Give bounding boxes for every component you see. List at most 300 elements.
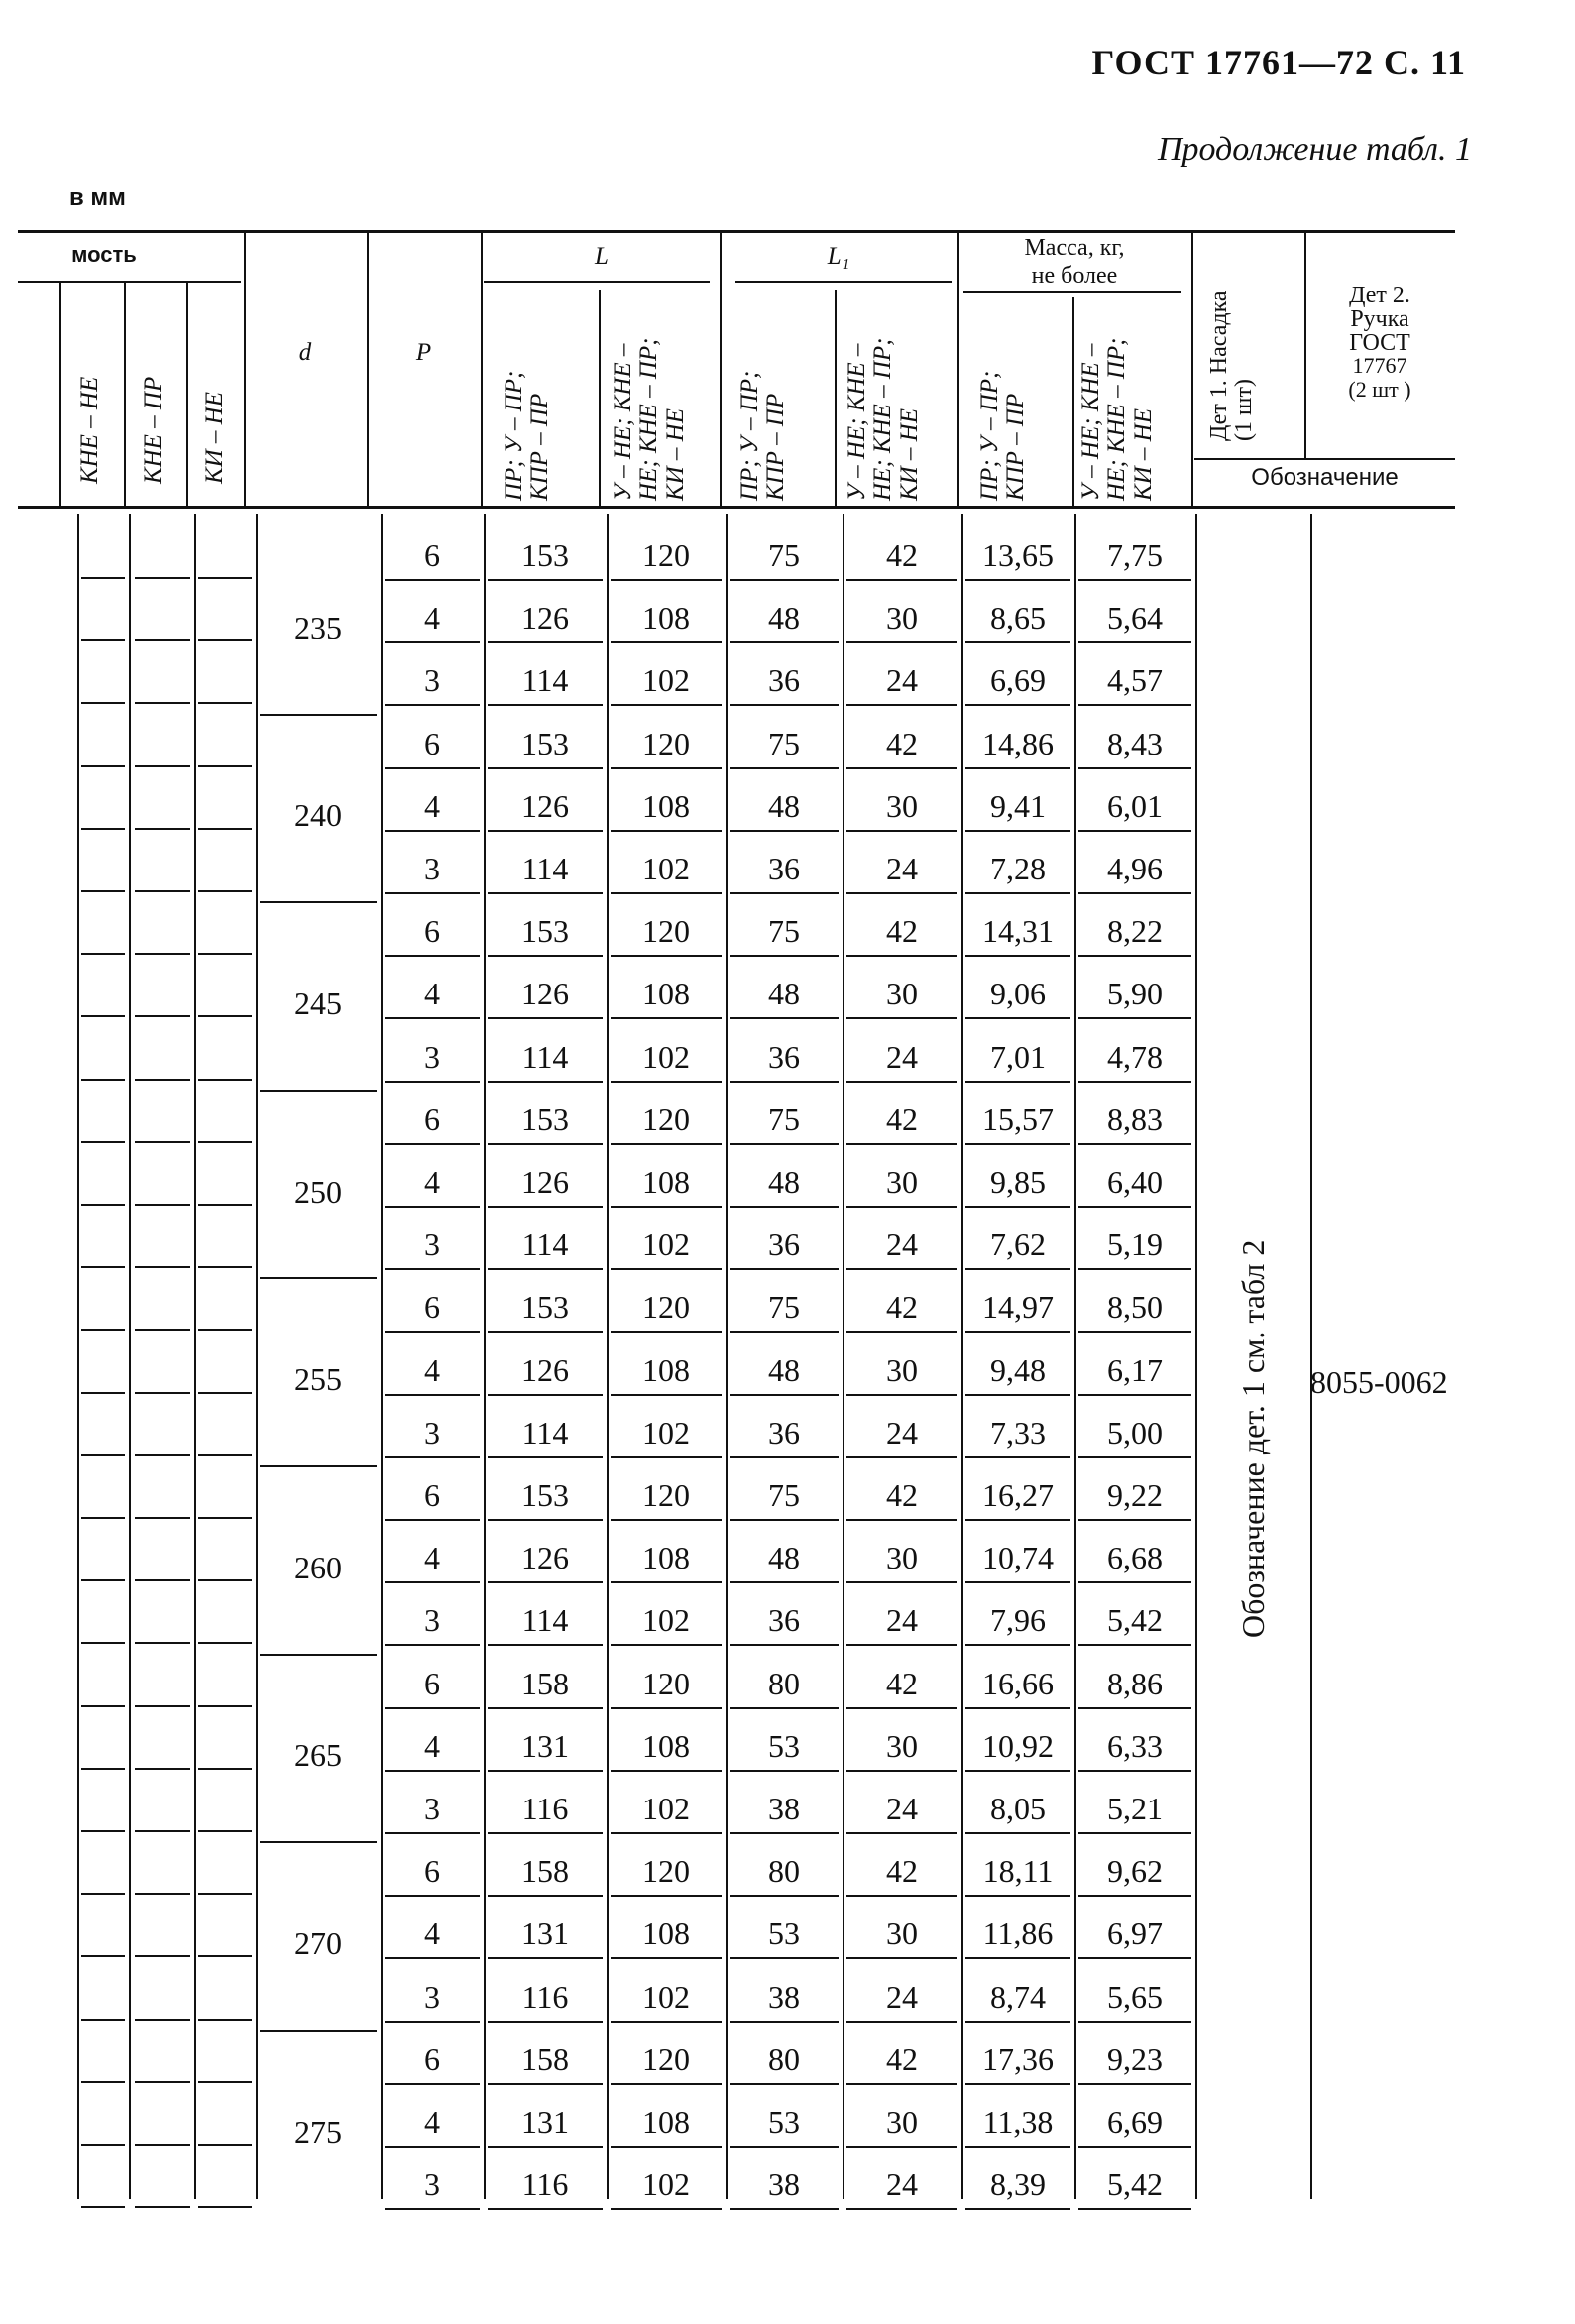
cell-underline: [488, 641, 603, 643]
diameter-cell: 240: [294, 797, 342, 834]
mass-header-line2: не более: [1031, 263, 1118, 289]
cell-underline: [488, 892, 603, 894]
table-cell-m-a: 7,01: [990, 1038, 1046, 1075]
cell-underline: [385, 579, 480, 581]
cell-underline: [1078, 1331, 1191, 1333]
cell-underline: [385, 830, 480, 832]
designation-header: Обозначение: [1251, 464, 1399, 491]
empty-cell-dash: [135, 2206, 190, 2208]
empty-cell-dash: [198, 953, 252, 955]
empty-cell-dash: [81, 1955, 125, 1957]
header-divider: [720, 230, 722, 506]
empty-cell-dash: [135, 2019, 190, 2021]
table-cell-l1-b: 24: [886, 2166, 918, 2203]
cell-underline: [1078, 1770, 1191, 1772]
table-cell-m-a: 8,74: [990, 1978, 1046, 2015]
cell-underline: [965, 1644, 1070, 1646]
table-cell-l-a: 126: [521, 1351, 569, 1388]
det2-line4: 17767: [1352, 353, 1407, 378]
cell-underline: [730, 830, 839, 832]
table-cell-m-b: 5,42: [1107, 2166, 1163, 2203]
table-cell-l-b: 120: [642, 1101, 690, 1137]
empty-cell-dash: [135, 2081, 190, 2083]
table-cell-m-a: 11,38: [982, 2104, 1054, 2140]
table-cell-l-a: 116: [521, 2166, 569, 2203]
cell-underline: [1078, 1581, 1191, 1583]
cell-underline: [1078, 579, 1191, 581]
cell-underline: [730, 1644, 839, 1646]
table-cell-l1-b: 42: [886, 2040, 918, 2077]
header-top-rule: [18, 230, 1455, 233]
cell-underline: [730, 1206, 839, 1208]
cell-underline: [488, 830, 603, 832]
cell-underline: [611, 2083, 722, 2085]
cell-underline: [846, 830, 957, 832]
empty-cell-dash: [81, 765, 125, 767]
table-cell-l1-a: 48: [768, 976, 800, 1012]
table-cell-l1-b: 42: [886, 1101, 918, 1137]
diameter-cell: 265: [294, 1737, 342, 1774]
table-cell-m-b: 6,68: [1107, 1540, 1163, 1576]
cell-underline: [730, 1331, 839, 1333]
cell-underline: [385, 1581, 480, 1583]
cell-underline: [846, 2083, 957, 2085]
cell-underline: [488, 1707, 603, 1709]
table-cell-m-b: 8,83: [1107, 1101, 1163, 1137]
L1-header: L₁: [827, 243, 850, 270]
cell-underline: [846, 1644, 957, 1646]
table-cell-l1-a: 75: [768, 1477, 800, 1513]
cell-underline: [965, 1581, 1070, 1583]
empty-cell-dash: [81, 1141, 125, 1143]
table-cell-l-b: 102: [642, 851, 690, 886]
cell-underline: [488, 2146, 603, 2148]
table-cell-l-a: 116: [521, 1978, 569, 2015]
table-cell-l-b: 120: [642, 725, 690, 761]
empty-cell-dash: [81, 1015, 125, 1017]
table-cell-l1-b: 30: [886, 787, 918, 824]
body-divider: [77, 514, 79, 2199]
cell-underline: [488, 1081, 603, 1083]
cell-underline: [730, 1770, 839, 1772]
table-cell-p: 6: [424, 1101, 440, 1137]
table-cell-p: 4: [424, 1916, 440, 1952]
table-cell-p: 6: [424, 1289, 440, 1326]
cell-underline: [1078, 1895, 1191, 1897]
table-cell-l-a: 126: [521, 1164, 569, 1200]
cell-underline: [611, 2208, 722, 2210]
empty-cell-dash: [198, 2206, 252, 2208]
table-cell-m-a: 11,86: [982, 1916, 1054, 1952]
cell-underline: [846, 579, 957, 581]
table-cell-l-a: 126: [521, 787, 569, 824]
table-cell-l1-a: 36: [768, 1038, 800, 1075]
table-cell-m-a: 18,11: [982, 1853, 1054, 1890]
table-cell-l-b: 102: [642, 662, 690, 699]
table-cell-p: 3: [424, 851, 440, 886]
cell-underline: [965, 1895, 1070, 1897]
table-cell-l-a: 131: [521, 2104, 569, 2140]
table-cell-l1-b: 24: [886, 851, 918, 886]
header-divider: [59, 281, 61, 506]
col-p-header: P: [415, 339, 432, 366]
empty-cell-dash: [198, 1893, 252, 1895]
table-cell-l-b: 102: [642, 1414, 690, 1451]
cell-underline: [1078, 767, 1191, 769]
table-cell-l-a: 158: [521, 1853, 569, 1890]
empty-cell-dash: [135, 1955, 190, 1957]
cell-underline: [730, 1394, 839, 1396]
table-cell-l-b: 102: [642, 1791, 690, 1826]
table-cell-l-a: 114: [521, 1414, 569, 1451]
cell-underline: [488, 1644, 603, 1646]
empty-cell-dash: [81, 1893, 125, 1895]
cell-underline: [385, 2208, 480, 2210]
cell-underline: [965, 1017, 1070, 1019]
empty-cell-dash: [135, 890, 190, 892]
cell-underline: [385, 2021, 480, 2023]
cell-underline: [846, 1832, 957, 1834]
cell-underline: [385, 704, 480, 706]
empty-cell-dash: [81, 2081, 125, 2083]
L-sub-a-header: ПР; У – ПР; КПР – ПР: [501, 370, 554, 501]
empty-cell-dash: [81, 2144, 125, 2146]
table-cell-m-a: 16,27: [982, 1477, 1054, 1513]
table-cell-m-a: 8,05: [990, 1791, 1046, 1826]
mass-header-line1: Масса, кг,: [1024, 235, 1125, 261]
L1-underline: [735, 281, 952, 283]
mass-underline: [963, 291, 1181, 293]
cell-underline: [846, 1957, 957, 1959]
cell-underline: [385, 2146, 480, 2148]
cell-underline: [730, 955, 839, 957]
empty-cell-dash: [198, 890, 252, 892]
empty-cell-dash: [135, 1079, 190, 1081]
group-separator: [260, 1277, 377, 1279]
header-divider: [481, 230, 483, 506]
table-cell-m-b: 5,42: [1107, 1602, 1163, 1639]
table-cell-l1-a: 75: [768, 913, 800, 950]
cell-underline: [846, 1331, 957, 1333]
cell-underline: [730, 2021, 839, 2023]
cell-underline: [846, 892, 957, 894]
table-cell-l1-a: 75: [768, 725, 800, 761]
empty-cell-dash: [135, 1266, 190, 1268]
cell-underline: [611, 1268, 722, 1270]
cell-underline: [488, 1832, 603, 1834]
table-cell-m-a: 10,92: [982, 1727, 1054, 1764]
cell-underline: [488, 1770, 603, 1772]
cell-underline: [488, 1143, 603, 1145]
cell-underline: [611, 1456, 722, 1458]
cell-underline: [965, 1081, 1070, 1083]
table-cell-l1-a: 80: [768, 2040, 800, 2077]
table-cell-l1-b: 24: [886, 662, 918, 699]
empty-cell-dash: [81, 1642, 125, 1644]
empty-cell-dash: [198, 1768, 252, 1770]
cell-underline: [488, 1268, 603, 1270]
table-cell-l1-a: 48: [768, 1540, 800, 1576]
empty-cell-dash: [135, 765, 190, 767]
cell-underline: [1078, 830, 1191, 832]
cell-underline: [730, 1143, 839, 1145]
cell-underline: [1078, 2208, 1191, 2210]
table-cell-l-a: 158: [521, 2040, 569, 2077]
cell-underline: [488, 579, 603, 581]
table-cell-p: 4: [424, 1540, 440, 1576]
empty-cell-dash: [198, 1955, 252, 1957]
cell-underline: [846, 1519, 957, 1521]
table-cell-l-a: 158: [521, 1665, 569, 1701]
table-cell-l1-a: 48: [768, 1164, 800, 1200]
cell-underline: [730, 641, 839, 643]
table-cell-l-b: 108: [642, 787, 690, 824]
cell-underline: [1078, 1707, 1191, 1709]
group-separator: [260, 2030, 377, 2032]
table-cell-m-a: 7,28: [990, 851, 1046, 886]
table-cell-l1-b: 24: [886, 1791, 918, 1826]
cell-underline: [846, 1143, 957, 1145]
empty-cell-dash: [198, 2019, 252, 2021]
table-cell-l-b: 108: [642, 600, 690, 637]
table-cell-m-b: 6,40: [1107, 1164, 1163, 1200]
table-cell-l-a: 153: [521, 725, 569, 761]
table-cell-l1-a: 75: [768, 537, 800, 573]
cell-underline: [385, 641, 480, 643]
cell-underline: [1078, 2083, 1191, 2085]
cell-underline: [846, 1081, 957, 1083]
table-cell-m-a: 9,06: [990, 976, 1046, 1012]
table-cell-m-b: 8,86: [1107, 1665, 1163, 1701]
cell-underline: [385, 1206, 480, 1208]
group-label: мость: [71, 242, 137, 267]
table-cell-l-a: 114: [521, 851, 569, 886]
cell-underline: [846, 1895, 957, 1897]
table-cell-m-b: 5,65: [1107, 1978, 1163, 2015]
diameter-cell: 270: [294, 1925, 342, 1961]
table-cell-m-b: 6,97: [1107, 1916, 1163, 1952]
header-divider: [244, 230, 246, 506]
cell-underline: [730, 1895, 839, 1897]
table-cell-l-b: 120: [642, 913, 690, 950]
cell-underline: [846, 2021, 957, 2023]
cell-underline: [488, 1957, 603, 1959]
cell-underline: [965, 1832, 1070, 1834]
cell-underline: [385, 1770, 480, 1772]
cell-underline: [385, 1081, 480, 1083]
cell-underline: [611, 1331, 722, 1333]
cell-underline: [965, 1707, 1070, 1709]
table-cell-m-b: 5,64: [1107, 600, 1163, 637]
table-cell-l-a: 153: [521, 537, 569, 573]
empty-cell-dash: [198, 1079, 252, 1081]
table-cell-l1-a: 53: [768, 1916, 800, 1952]
cell-underline: [1078, 892, 1191, 894]
table-cell-l-b: 120: [642, 1665, 690, 1701]
cell-underline: [846, 1394, 957, 1396]
cell-underline: [965, 1456, 1070, 1458]
table-cell-m-b: 7,75: [1107, 537, 1163, 573]
cell-underline: [846, 2208, 957, 2210]
empty-cell-dash: [198, 1830, 252, 1832]
cell-underline: [385, 1832, 480, 1834]
cell-underline: [488, 1017, 603, 1019]
table-cell-l-b: 102: [642, 1038, 690, 1075]
cell-underline: [1078, 2146, 1191, 2148]
empty-cell-dash: [135, 639, 190, 641]
cell-underline: [611, 830, 722, 832]
cell-underline: [965, 892, 1070, 894]
table-cell-m-a: 6,69: [990, 662, 1046, 699]
cell-underline: [488, 1456, 603, 1458]
table-cell-l1-b: 30: [886, 2104, 918, 2140]
empty-cell-dash: [198, 1705, 252, 1707]
cell-underline: [846, 1707, 957, 1709]
table-cell-m-b: 5,21: [1107, 1791, 1163, 1826]
table-cell-m-a: 8,39: [990, 2166, 1046, 2203]
empty-cell-dash: [135, 577, 190, 579]
cell-underline: [846, 1456, 957, 1458]
table-cell-l1-a: 36: [768, 1226, 800, 1263]
cell-underline: [385, 1456, 480, 1458]
cell-underline: [385, 1017, 480, 1019]
table-cell-m-a: 7,62: [990, 1226, 1046, 1263]
table-cell-l-a: 153: [521, 1477, 569, 1513]
empty-cell-dash: [81, 890, 125, 892]
designation-reference-text: Обозначение дет. 1 см. табл 2: [1235, 1239, 1271, 1638]
cell-underline: [488, 704, 603, 706]
cell-underline: [385, 1519, 480, 1521]
table-cell-l-b: 108: [642, 1727, 690, 1764]
cell-underline: [611, 955, 722, 957]
table-cell-l-a: 114: [521, 1602, 569, 1639]
cell-underline: [1078, 2021, 1191, 2023]
cell-underline: [846, 1770, 957, 1772]
table-cell-l-a: 114: [521, 662, 569, 699]
empty-cell-dash: [81, 1705, 125, 1707]
table-cell-m-a: 13,65: [982, 537, 1054, 573]
table-cell-m-b: 4,96: [1107, 851, 1163, 886]
table-cell-l1-b: 24: [886, 1038, 918, 1075]
table-cell-m-b: 8,43: [1107, 725, 1163, 761]
table-cell-l1-a: 38: [768, 1978, 800, 2015]
cell-underline: [611, 1895, 722, 1897]
table-cell-l1-a: 75: [768, 1289, 800, 1326]
cell-underline: [488, 767, 603, 769]
cell-underline: [846, 955, 957, 957]
table-cell-l-a: 153: [521, 1101, 569, 1137]
table-cell-m-b: 5,19: [1107, 1226, 1163, 1263]
diameter-cell: 275: [294, 2113, 342, 2150]
table-cell-l-b: 120: [642, 537, 690, 573]
cell-underline: [385, 1143, 480, 1145]
cell-underline: [611, 1957, 722, 1959]
empty-cell-dash: [135, 1642, 190, 1644]
table-cell-l1-b: 30: [886, 1727, 918, 1764]
cell-underline: [1078, 1832, 1191, 1834]
table-cell-l-b: 120: [642, 1477, 690, 1513]
table-cell-l-b: 108: [642, 1540, 690, 1576]
cell-underline: [965, 1331, 1070, 1333]
header-bottom-rule: [18, 506, 1455, 509]
cell-underline: [1078, 1143, 1191, 1145]
table-cell-m-a: 9,85: [990, 1164, 1046, 1200]
empty-cell-dash: [135, 2144, 190, 2146]
empty-cell-dash: [198, 2144, 252, 2146]
table-cell-m-a: 9,48: [990, 1351, 1046, 1388]
table-continuation-label: Продолжение табл. 1: [1157, 131, 1472, 168]
table-cell-m-b: 9,22: [1107, 1477, 1163, 1513]
empty-cell-dash: [81, 953, 125, 955]
body-divider: [194, 514, 196, 2199]
group-separator: [260, 1841, 377, 1843]
table-cell-p: 3: [424, 1791, 440, 1826]
cell-underline: [611, 1581, 722, 1583]
cell-underline: [1078, 1206, 1191, 1208]
cell-underline: [846, 704, 957, 706]
table-cell-l1-a: 36: [768, 662, 800, 699]
table-cell-m-a: 16,66: [982, 1665, 1054, 1701]
empty-cell-dash: [135, 1329, 190, 1331]
cell-underline: [385, 1268, 480, 1270]
cell-underline: [846, 1268, 957, 1270]
cell-underline: [385, 1394, 480, 1396]
empty-cell-dash: [135, 1768, 190, 1770]
cell-underline: [488, 1206, 603, 1208]
table-cell-l-a: 153: [521, 913, 569, 950]
header-divider: [367, 230, 369, 506]
table-cell-l1-a: 38: [768, 2166, 800, 2203]
table-cell-m-b: 6,17: [1107, 1351, 1163, 1388]
empty-cell-dash: [135, 828, 190, 830]
group-separator: [260, 901, 377, 903]
cell-underline: [730, 1081, 839, 1083]
table-cell-l1-a: 48: [768, 1351, 800, 1388]
empty-cell-dash: [81, 1517, 125, 1519]
cell-underline: [611, 1519, 722, 1521]
table-cell-m-b: 8,50: [1107, 1289, 1163, 1326]
group-underline: [18, 281, 241, 283]
table-cell-l1-a: 48: [768, 600, 800, 637]
table-cell-l-b: 102: [642, 1226, 690, 1263]
empty-cell-dash: [198, 1642, 252, 1644]
empty-cell-dash: [135, 1830, 190, 1832]
cell-underline: [730, 892, 839, 894]
empty-cell-dash: [81, 1329, 125, 1331]
empty-cell-dash: [81, 702, 125, 704]
cell-underline: [965, 579, 1070, 581]
cell-underline: [846, 1206, 957, 1208]
standard-title: ГОСТ 17761—72 С. 11: [1091, 43, 1466, 82]
empty-cell-dash: [198, 1266, 252, 1268]
diameter-cell: 245: [294, 986, 342, 1021]
table-cell-l1-a: 80: [768, 1853, 800, 1890]
diameter-cell: 250: [294, 1173, 342, 1210]
table-cell-l1-a: 75: [768, 1101, 800, 1137]
group-separator: [260, 1090, 377, 1092]
cell-underline: [965, 641, 1070, 643]
table-cell-p: 3: [424, 1602, 440, 1639]
cell-underline: [488, 2208, 603, 2210]
table-cell-m-a: 14,31: [982, 913, 1054, 950]
cell-underline: [488, 955, 603, 957]
table-cell-m-a: 7,96: [990, 1602, 1046, 1639]
cell-underline: [1078, 1519, 1191, 1521]
cell-underline: [385, 767, 480, 769]
cell-underline: [385, 1895, 480, 1897]
table-cell-l1-b: 42: [886, 1853, 918, 1890]
table-cell-l-a: 126: [521, 976, 569, 1012]
